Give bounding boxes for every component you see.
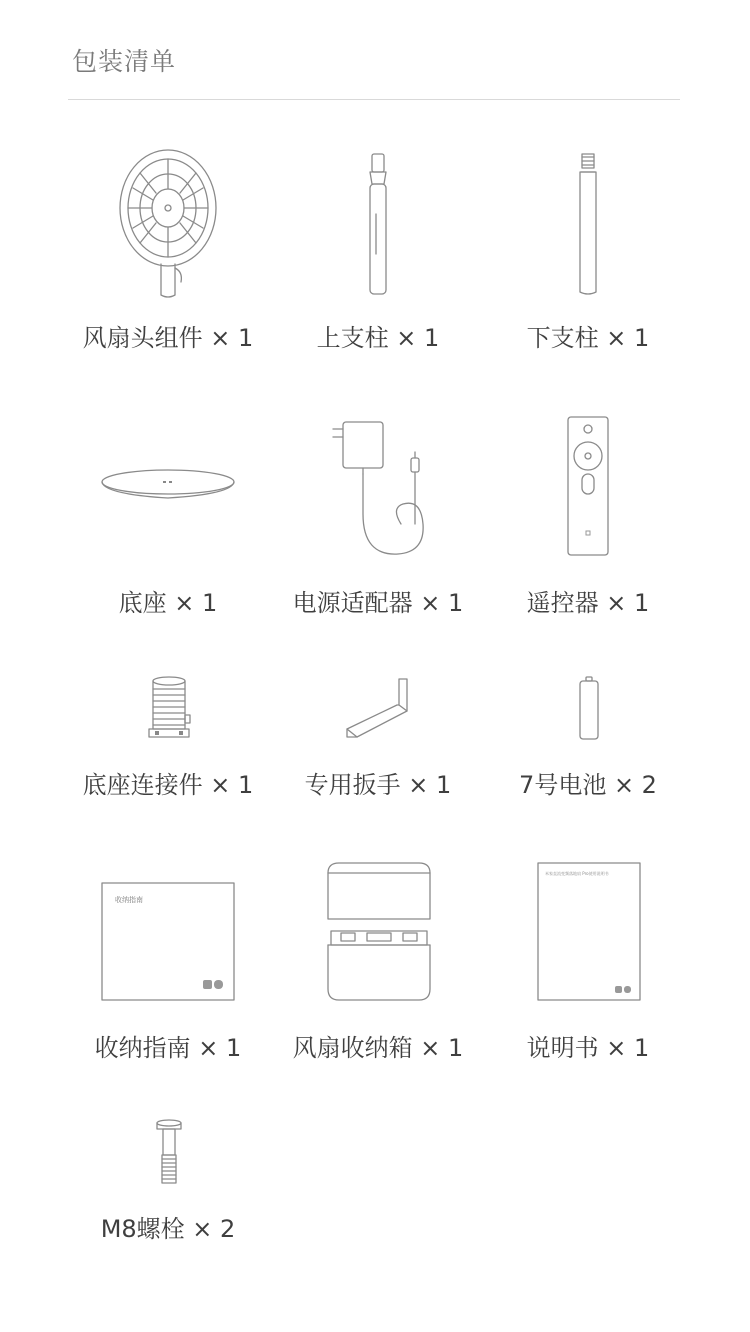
aaa-battery-icon [578,677,600,741]
item-label: 风扇头组件 × 1 [82,324,254,352]
item-label: 上支柱 × 1 [316,324,440,352]
fan-head-icon [113,150,223,300]
remote-control-icon [566,416,610,558]
item-label: 底座连接件 × 1 [82,771,254,799]
m8-bolt-icon [154,1119,184,1185]
item-lower-pole [463,140,713,352]
item-manual [463,860,713,1062]
manual-icon [537,862,641,1002]
item-label: 专用扳手 × 1 [304,771,452,799]
lower-pole-icon [575,154,601,299]
base-icon [100,466,236,506]
hex-wrench-icon [341,677,416,742]
item-label: 下支柱 × 1 [526,324,650,352]
item-label: 说明书 × 1 [526,1034,650,1062]
title-divider [68,99,680,100]
manual-box-text: 米家直流变频落地扇 Pro使用说明书 [545,871,609,876]
item-label: M8螺栓 × 2 [100,1215,236,1243]
item-label: 收纳指南 × 1 [94,1034,242,1062]
upper-pole-icon [365,154,391,299]
item-label: 7号电池 × 2 [519,771,657,799]
item-aaa-battery [463,665,713,799]
storage-box-icon [327,861,431,1003]
base-connector-icon [147,675,191,743]
item-label: 风扇收纳箱 × 1 [292,1034,464,1062]
item-label: 底座 × 1 [118,589,218,617]
storage-guide-box-text: 收纳指南 [115,896,143,904]
item-remote-control [463,400,713,617]
item-label: 遥控器 × 1 [526,589,650,617]
page-title: 包装清单 [72,47,177,76]
item-label: 电源适配器 × 1 [292,589,464,617]
item-m8-bolt [43,1115,293,1243]
power-adapter-icon [323,414,433,559]
